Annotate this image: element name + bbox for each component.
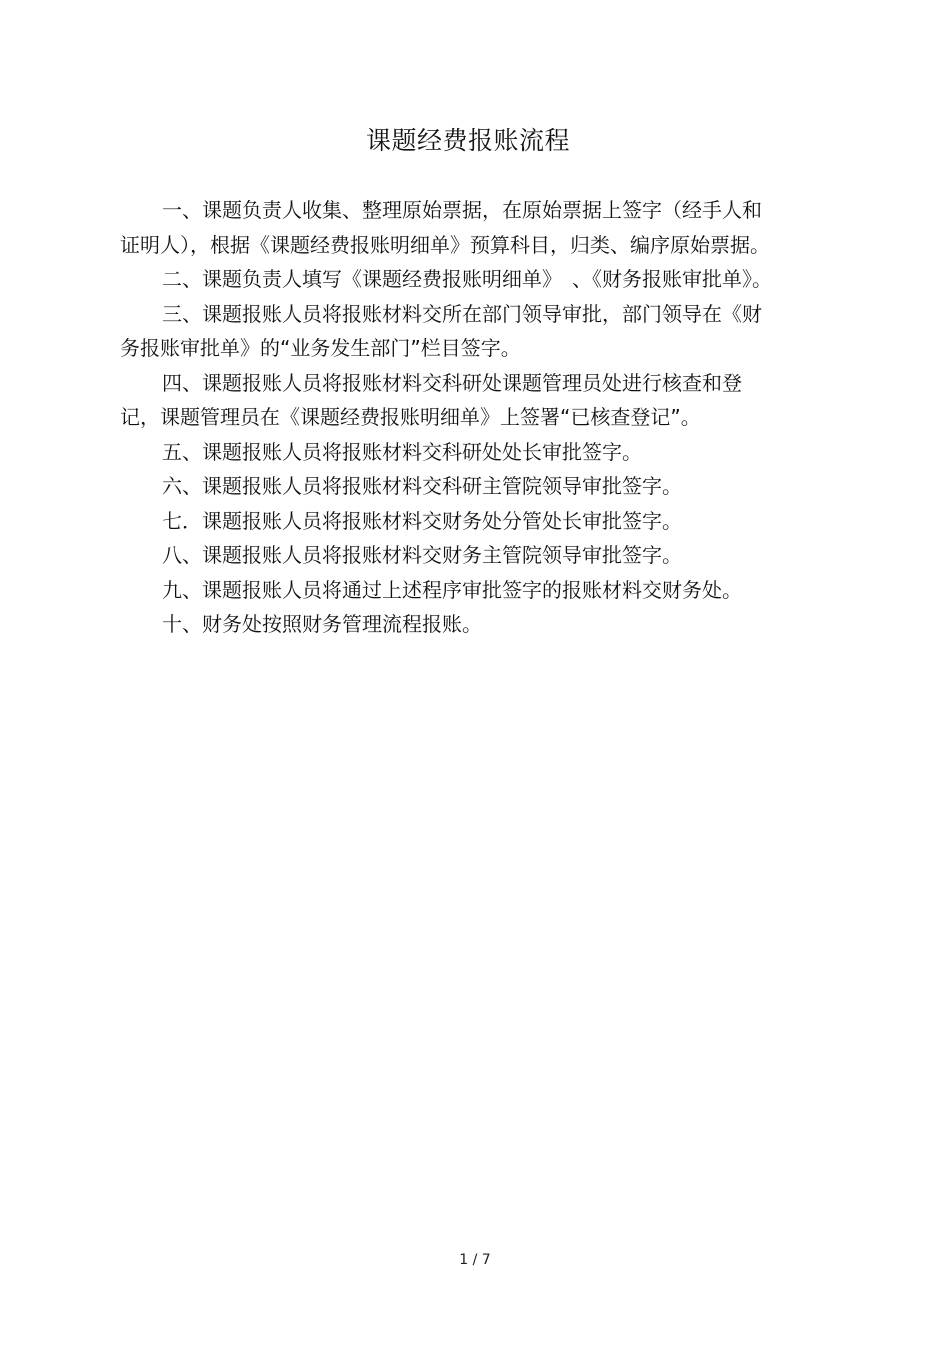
step-line: 九、课题报账人员将通过上述程序审批签字的报账材料交财务处。 — [162, 577, 742, 602]
step-line: 一、课题负责人收集、整理原始票据，在原始票据上签字（经手人和 — [162, 198, 762, 222]
step-paragraph — [120, 538, 820, 573]
step-line: 六、课题报账人员将报账材料交科研主管院领导审批签字。 — [162, 474, 682, 498]
step-paragraph — [120, 607, 820, 642]
step-line: 七．课题报账人员将报账材料交财务处分管处长审批签字。 — [162, 508, 682, 533]
page-number: 1 / 7 — [459, 1252, 491, 1268]
step-paragraph — [120, 366, 820, 435]
step-paragraph — [120, 469, 820, 504]
step-line: 二、课题负责人填写《课题经费报账明细单》 、《财务报账审批单》。 — [162, 267, 772, 291]
step-line: 五、课题报账人员将报账材料交科研处处长审批签字。 — [162, 439, 642, 464]
step-paragraph — [120, 573, 820, 608]
step-line: 八、课题报账人员将报账材料交财务主管院领导审批签字。 — [162, 543, 682, 567]
step-paragraph — [120, 297, 820, 366]
step-line: 证明人），根据《课题经费报账明细单》预算科目，归类、编序原始票据。 — [120, 232, 770, 257]
step-line: 十、财务处按照财务管理流程报账。 — [162, 612, 482, 636]
step-paragraph — [120, 435, 820, 470]
document-title: 课题经费报账流程 — [365, 126, 570, 155]
step-line: 四、课题报账人员将报账材料交科研处课题管理员处进行核查和登 — [162, 370, 742, 395]
step-paragraph — [120, 193, 820, 262]
step-paragraph — [120, 262, 820, 297]
document-body — [120, 193, 820, 642]
step-line: 务报账审批单》的“业务发生部门”栏目签字。 — [120, 336, 521, 360]
step-line: 记，课题管理员在《课题经费报账明细单》上签署“已核查登记”。 — [120, 405, 701, 429]
step-line: 三、课题报账人员将报账材料交所在部门领导审批，部门领导在《财 — [162, 301, 762, 326]
step-paragraph — [120, 504, 820, 539]
